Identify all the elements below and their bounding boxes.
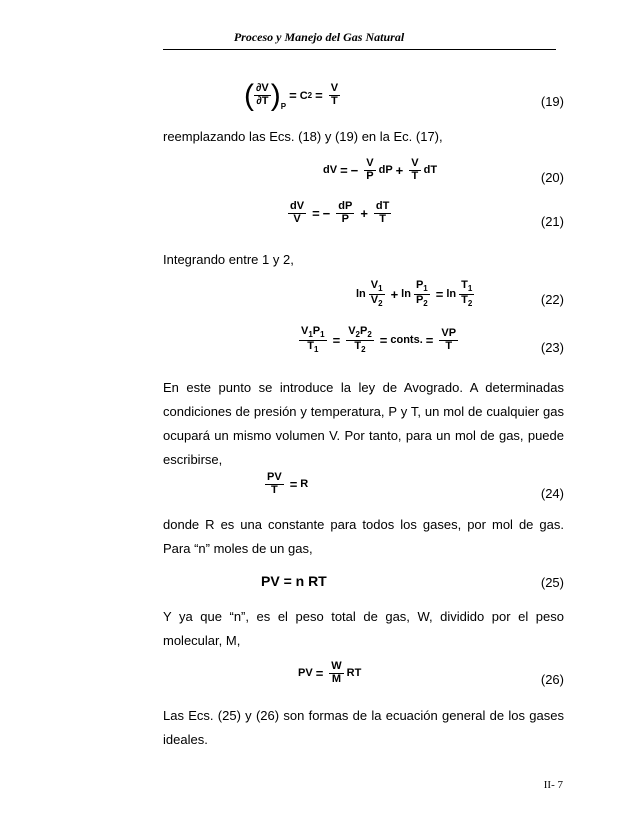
equation-22: ln $\frac{V_1}{V_2}$ + ln $\frac{P_1}{P_2}$ = ln $\frac{T_1}{T_2}$: [356, 279, 473, 308]
equation-number-23: (23): [540, 340, 564, 355]
equation-number-25: (25): [540, 575, 564, 590]
equation-21: $\frac{dV}{V}$ = − $\frac{dP}{P}$ + $\frac{dT}{T}$: [290, 200, 390, 225]
text-reemplazando: reemplazando las Ecs. (18) y (19) en la Ec. (17),: [163, 129, 443, 144]
left-paren: (: [244, 78, 254, 112]
paragraph-avogadro: En este punto se introduce la ley de Avogrado. A determinadas condiciones de presión y temperatura, P y T, un mol de cualquier gas ocupará un mismo volumen V. Por tanto, para un mol de gas, puede escribirse,: [163, 380, 564, 467]
right-paren: ): [270, 78, 281, 112]
header-rule: [163, 49, 556, 50]
equation-number-21: (21): [540, 214, 564, 229]
equation-23: $\frac{V_1P_1}{T_1}$ = $\frac{V_2P_2}{T_2}$ = conts. = $\frac{VP}{T}$: [301, 325, 457, 354]
running-header: Proceso y Manejo del Gas Natural: [233, 30, 405, 44]
equation-number-19: (19): [540, 94, 564, 109]
paragraph-constant-r: donde R es una constante para todos los gases, por mol de gas. Para “n” moles de un gas,: [163, 517, 564, 556]
text-integrando: Integrando entre 1 y 2,: [163, 252, 294, 267]
paragraph-moles: Y ya que “n”, es el peso total de gas, W, dividido por el peso molecular, M,: [163, 609, 564, 648]
equation-number-26: (26): [540, 672, 564, 687]
equation-24: $\frac{PV}{T}$ = R: [267, 471, 309, 496]
equation-number-22: (22): [540, 292, 564, 307]
equation-19: ( $\frac{\partial V}{\partial T}$ ) $_P$ = C 2 = $\frac{V}{T}$: [244, 78, 339, 112]
equation-number-24: (24): [540, 486, 564, 501]
equation-20: dV = − $\frac{V}{P}$ dP + $\frac{V}{T}$ dT: [323, 157, 438, 182]
equation-26: PV = $\frac{W}{M}$ RT: [298, 660, 362, 685]
equation-25: PV = n RT: [261, 573, 327, 589]
paragraph-ideal-gas: Las Ecs. (25) y (26) son formas de la ecuación general de los gases ideales.: [163, 708, 564, 747]
page-number: II- 7: [543, 779, 563, 791]
equation-number-20: (20): [540, 170, 564, 185]
